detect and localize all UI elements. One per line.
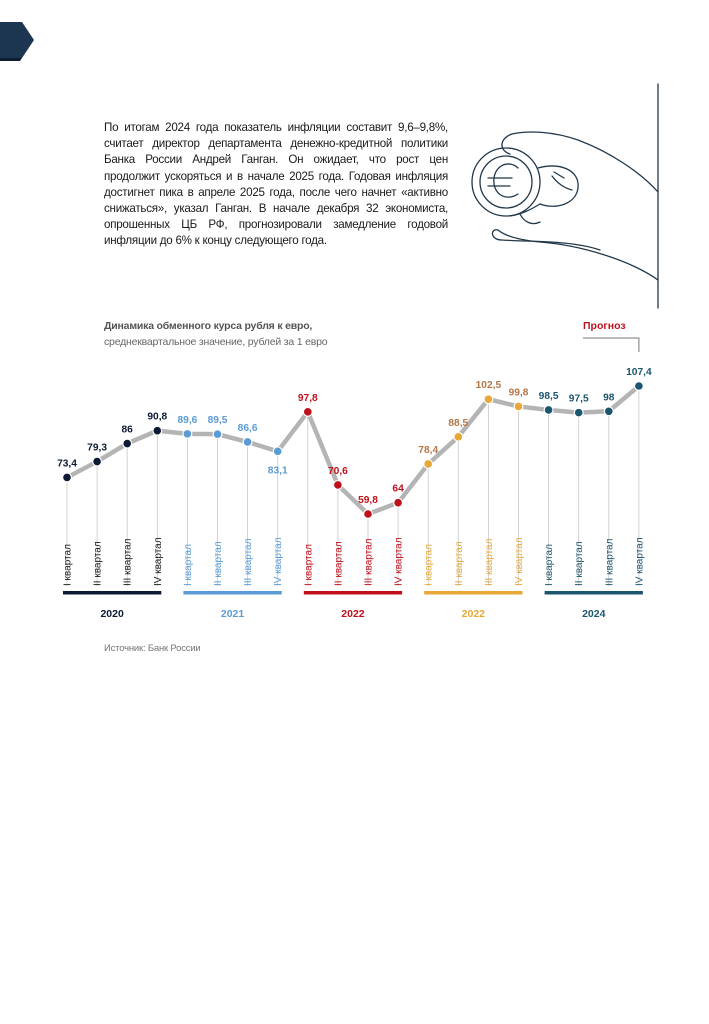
category-label: III квартал <box>243 538 255 586</box>
data-point <box>514 402 523 411</box>
category-label: III квартал <box>363 538 375 586</box>
data-label: 89,5 <box>207 415 228 427</box>
data-point <box>334 481 343 490</box>
data-point <box>424 460 433 469</box>
data-label: 97,8 <box>297 392 318 404</box>
data-point <box>243 438 252 447</box>
data-point <box>574 408 583 417</box>
data-label: 99,8 <box>508 387 529 399</box>
data-label: 89,6 <box>177 414 198 426</box>
year-label: 2022 <box>341 608 365 620</box>
category-label: I квартал <box>303 544 315 586</box>
category-label: III квартал <box>122 538 134 586</box>
data-point <box>604 407 613 416</box>
year-label: 2024 <box>582 608 606 620</box>
data-label: 79,3 <box>87 442 108 454</box>
category-label: II квартал <box>574 541 586 586</box>
category-label: II квартал <box>453 541 465 586</box>
data-label: 107,4 <box>626 367 652 378</box>
year-bar <box>545 591 643 595</box>
category-label: IV квартал <box>273 537 285 586</box>
series-line <box>67 386 639 514</box>
data-point <box>123 439 132 448</box>
data-label: 78,4 <box>418 444 439 456</box>
category-label: IV квартал <box>514 537 525 586</box>
data-label: 97,5 <box>568 393 589 405</box>
category-label: I квартал <box>423 544 435 586</box>
source-note: Источник: Банк России <box>104 643 201 654</box>
data-label: 102,5 <box>475 380 502 392</box>
data-point <box>484 395 493 404</box>
chart-subtitle: среднеквартальное значение, рублей за 1 евро <box>104 336 328 348</box>
data-point <box>454 432 463 441</box>
data-point <box>364 510 373 519</box>
data-label: 70,6 <box>327 465 348 477</box>
year-bar <box>63 591 161 595</box>
data-point <box>213 430 222 439</box>
data-label: 86 <box>121 424 133 436</box>
category-label: II квартал <box>213 541 224 586</box>
year-label: 2022 <box>461 608 486 620</box>
category-label: IV квартал <box>634 537 646 586</box>
forecast-label: Прогноз <box>583 320 626 332</box>
data-label: 59,8 <box>358 495 378 506</box>
data-point <box>63 473 72 482</box>
data-label: 86,6 <box>237 422 258 434</box>
data-point <box>93 457 102 466</box>
forecast-bracket <box>583 338 639 352</box>
category-label: II квартал <box>333 541 345 586</box>
data-label: 90,8 <box>147 411 168 423</box>
data-label: 98 <box>603 392 615 404</box>
category-label: I квартал <box>62 544 74 586</box>
category-label: I квартал <box>544 544 556 586</box>
data-label: 98,5 <box>538 390 559 402</box>
data-label: 83,1 <box>267 465 288 477</box>
year-bar <box>304 591 402 595</box>
category-label: II квартал <box>92 541 104 586</box>
data-label: 64 <box>392 483 404 495</box>
article-paragraph: По итогам 2024 года показатель инфляции составит 9,6–9,8%, считает директор департамента денежно-кредитной политики Банка России Андрей Ганган. Он ожидает, что рост цен продолжит ускоряться и в начале 2025 года. Годовая инфляция достигнет пика в апреле 2025 года, после чего начнет «активно снижаться», указал Ганган. В начале декабря 32 экономиста, опрошенных ЦБ РФ, прогнозировали замедление годовой инфляции до 6% к концу следующего года. <box>104 121 448 248</box>
year-bar <box>183 591 281 595</box>
category-label: I квартал <box>182 544 194 586</box>
category-label: III квартал <box>483 538 495 586</box>
category-label: IV квартал <box>393 537 405 586</box>
data-point <box>635 382 644 391</box>
data-label: 73,4 <box>57 458 77 470</box>
data-label: 88,5 <box>448 417 469 429</box>
data-point <box>273 447 282 456</box>
data-point <box>544 406 553 415</box>
category-label: IV квартал <box>152 537 164 586</box>
year-label: 2020 <box>100 608 124 620</box>
category-label: III квартал <box>604 538 616 586</box>
chart-title: Динамика обменного курса рубля к евро, <box>104 320 313 332</box>
data-point <box>153 426 162 435</box>
data-point <box>303 407 312 416</box>
data-point <box>183 429 192 438</box>
year-label: 2021 <box>220 608 245 620</box>
data-point <box>394 498 403 507</box>
year-bar <box>424 591 522 595</box>
